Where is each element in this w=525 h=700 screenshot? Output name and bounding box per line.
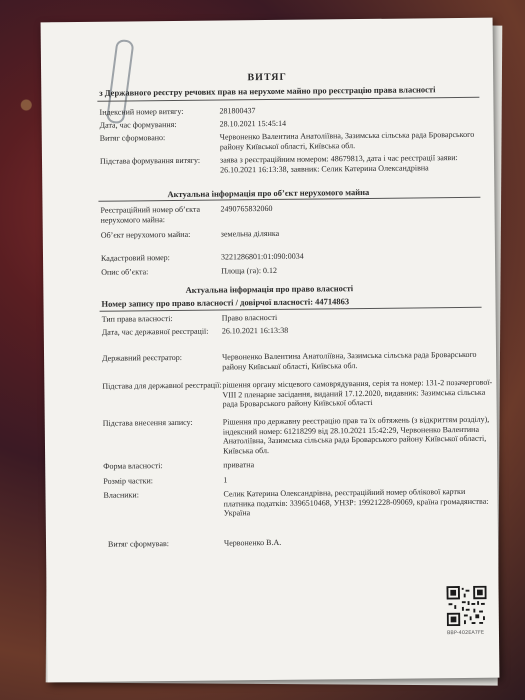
extract-row bbox=[42, 153, 494, 175]
field-value: Площа (га): 0.12 bbox=[221, 265, 278, 276]
field-value: заява з реєстраційним номером: 48679813, дата і час реєстрації заяви: 26.10.2021 16:13:38, заявник: Селик Катерина Олександрівна bbox=[219, 153, 458, 175]
record-number: Номер запису про право власності / довірчої власності: 44714863 bbox=[101, 296, 350, 309]
field-label: Підстава для державної реєстрації: bbox=[102, 380, 222, 391]
extract-row bbox=[42, 129, 494, 152]
field-value: 1 bbox=[223, 475, 228, 485]
field-label: Дата, час державної реєстрації: bbox=[101, 326, 209, 337]
field-label: Власники: bbox=[103, 490, 139, 500]
document-title: ВИТЯГ bbox=[247, 71, 287, 84]
qr-caption: ВВР-402EA7FE bbox=[446, 629, 485, 637]
document-sheet bbox=[41, 18, 500, 683]
field-value: Селик Катерина Олександрівна, реєстраційний номер облікової картки платника податків: 3396510468, УНЗР: 19921228-09069, країна громадянства: Україна bbox=[223, 486, 489, 518]
section-heading-object: Актуальна інформація про об’єкт нерухомого майна bbox=[167, 186, 370, 200]
signed-label: Витяг сформував: bbox=[107, 539, 170, 549]
field-value: рішення органу місцевого самоврядування, серія та номер: 131-2 позачергової-VIII 2 пленарне засідання, виданий 17.12.2020, видавник: Зазимська сільська рада Броварського району Київської області bbox=[222, 377, 493, 409]
rights-row bbox=[45, 414, 497, 455]
field-value: Рішення про державну реєстрацію прав та їх обтяжень (з відкриттям розділу), індексний номер: 61218299 від 28.10.2021 15:42:29, Червоненко Валентина Анатоліївна, Зазимська сільська рада Броварського району Київської області, Київська обл. bbox=[222, 414, 490, 455]
field-label: Індексний номер витягу: bbox=[99, 106, 184, 117]
object-row bbox=[43, 264, 495, 277]
field-value: 281800437 bbox=[219, 106, 256, 116]
rights-row bbox=[45, 473, 497, 486]
field-label: Підстава внесення запису: bbox=[102, 417, 193, 428]
field-label: Опис об’єкта: bbox=[101, 267, 149, 277]
field-label: Тип права власності: bbox=[101, 314, 173, 324]
field-label: Форма власності: bbox=[103, 461, 163, 471]
field-label: Кадастровий номер: bbox=[100, 253, 170, 263]
document-subtitle: з Державного реєстру речових прав на нерухоме майно про реєстрацію права власності bbox=[99, 84, 436, 98]
field-value: 2490765832060 bbox=[220, 203, 273, 214]
signature-row bbox=[46, 536, 498, 549]
object-row bbox=[42, 202, 494, 225]
object-row bbox=[43, 250, 495, 263]
field-value: Червоненко Валентина Анатоліївна, Зазимська сільська рада Броварського району Київської області, Київська обл. bbox=[222, 349, 477, 372]
field-label: Реєстраційний номер об’єкта нерухомого майна: bbox=[100, 204, 201, 225]
rights-row bbox=[44, 349, 496, 372]
field-label: Витяг сформовано: bbox=[99, 133, 166, 143]
field-value: Червоненко Валентина Анатоліївна, Зазимська сільська рада Броварського району Київської області, Київська обл. bbox=[219, 129, 475, 152]
field-value: земельна ділянка bbox=[220, 228, 280, 239]
divider bbox=[97, 97, 479, 102]
field-value: 26.10.2021 16:13:38 bbox=[221, 325, 289, 336]
field-label: Підстава формування витягу: bbox=[99, 155, 201, 166]
object-row bbox=[43, 227, 495, 240]
qr-code-icon bbox=[446, 586, 486, 626]
field-label: Дата, час формування: bbox=[99, 119, 177, 130]
field-label: Державний реєстратор: bbox=[102, 352, 183, 363]
rights-row bbox=[44, 324, 496, 337]
section-heading-rights: Актуальна інформація про право власності bbox=[185, 283, 354, 295]
field-value: Право власності bbox=[221, 312, 278, 323]
field-value: приватна bbox=[223, 460, 255, 470]
field-label: Розмір частки: bbox=[103, 476, 154, 486]
field-label: Об’єкт нерухомого майна: bbox=[100, 229, 191, 240]
rights-row bbox=[45, 486, 497, 518]
field-value: 28.10.2021 15:45:14 bbox=[219, 118, 287, 129]
rights-row bbox=[44, 377, 496, 409]
rights-row bbox=[45, 458, 497, 471]
signed-value: Червоненко В.А. bbox=[223, 537, 282, 548]
field-value: 3221286801:01:090:0034 bbox=[220, 251, 304, 262]
